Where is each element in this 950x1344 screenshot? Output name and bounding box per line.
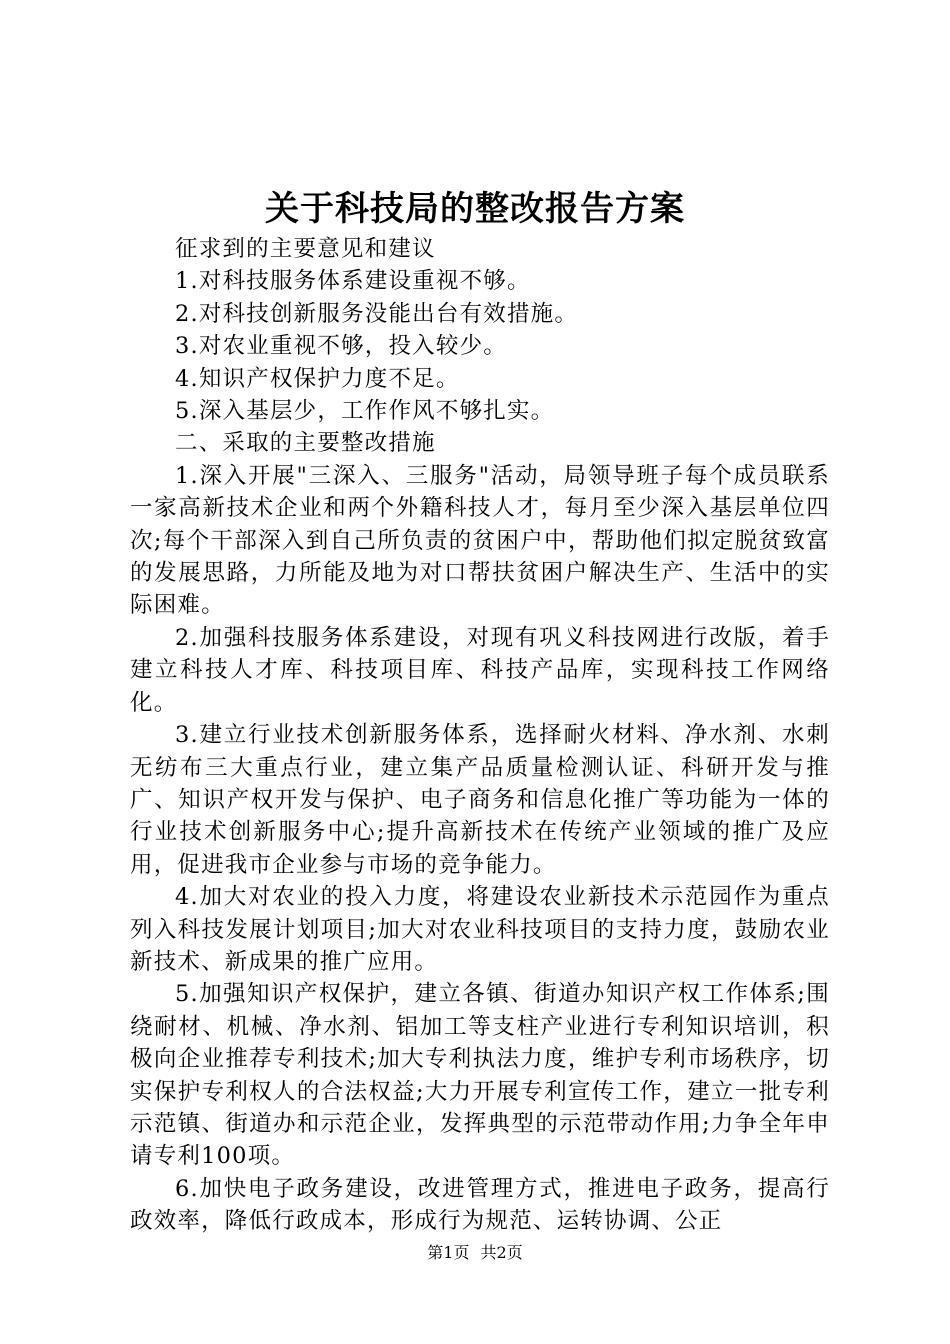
document-title: 关于科技局的整改报告方案 <box>265 189 685 229</box>
paragraph: 征求到的主要意见和建议 <box>175 236 436 262</box>
paragraph: 1.对科技服务体系建设重视不够。 <box>175 268 531 295</box>
paragraph: 6.加快电子政务建设，改进管理方式，推进电子政务，提高行政效率，降低行政成本，形成行为规范、运转协调、公正 <box>130 1175 830 1235</box>
section-heading: 二、采取的主要整改措施 <box>175 430 436 457</box>
paragraph: 5.加强知识产权保护，建立各镇、街道办知识产权工作体系;围绕耐材、机械、净水剂、铝加工等支柱产业进行专利知识培训，积极向企业推荐专利技术;加大专利执法力度，维护专利市场秩序，切实保护专利权人的合法权益;大力开展专利宣传工作，建立一批专利示范镇、街道办和示范企业，发挥典型的示范带动作用;力争全年申请专利100项。 <box>130 981 830 1170</box>
page-number: 第1页 <box>427 1243 470 1262</box>
paragraph: 1.深入开展"三深入、三服务"活动，局领导班子每个成员联系一家高新技术企业和两个外籍科技人才，每月至少深入基层单位四次;每个干部深入到自己所负责的贫困户中，帮助他们拟定脱贫致富的发展思路，力所能及地为对口帮扶贫困户解决生产、生活中的实际困难。 <box>130 462 830 619</box>
page-footer <box>0 1243 950 1263</box>
paragraph: 4.加大对农业的投入力度，将建设农业新技术示范园作为重点列入科技发展计划项目;加大对农业科技项目的支持力度，鼓励农业新技术、新成果的推广应用。 <box>130 884 830 975</box>
paragraph: 4.知识产权保护力度不足。 <box>175 365 460 392</box>
paragraph: 3.建立行业技术创新服务体系，选择耐火材料、净水剂、水刺无纺布三大重点行业，建立集产品质量检测认证、科研开发与推广、知识产权开发与保护、电子商务和信息化推广等功能为一体的行业技术创新服务中心;提升高新技术在传统产业领域的推广及应用，促进我市企业参与市场的竞争能力。 <box>130 722 830 878</box>
document-body <box>130 233 830 1238</box>
page-total: 共2页 <box>480 1243 523 1262</box>
paragraph: 2.加强科技服务体系建设，对现有巩义科技网进行改版，着手建立科技人才库、科技项目库、科技产品库，实现科技工作网络化。 <box>130 624 830 716</box>
paragraph: 3.对农业重视不够，投入较少。 <box>175 333 507 360</box>
paragraph: 2.对科技创新服务没能出台有效措施。 <box>175 300 579 327</box>
paragraph: 5.深入基层少，工作作风不够扎实。 <box>175 398 555 425</box>
